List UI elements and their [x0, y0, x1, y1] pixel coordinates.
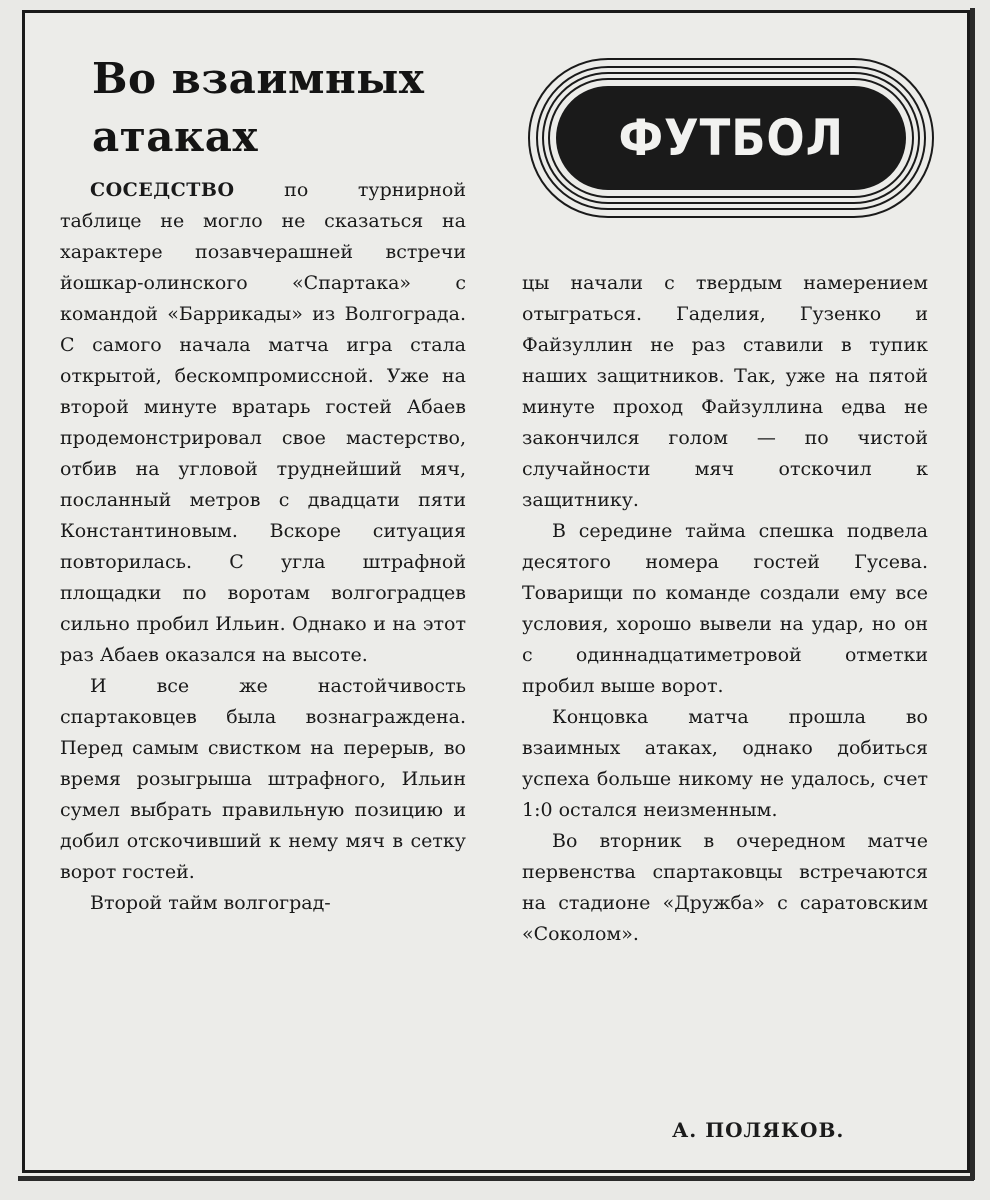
- left-column: [60, 175, 466, 919]
- frame-border-bottom: [18, 1176, 974, 1181]
- article-paragraph: Концовка матча прошла во взаимных атаках, однако добиться успеха больше никому не удалось, счет 1:0 остался неизменным.: [522, 706, 928, 821]
- article-paragraph: цы начали с твердым намерением отыграться. Гаделия, Гузенко и Файзуллин не раз ставили в тупик наших защитников. Так, уже на пятой минуте проход Файзуллина едва не закончился голом — по чистой случайности мяч отскочил к защитнику.: [522, 272, 928, 511]
- frame-border-right: [970, 8, 975, 1180]
- badge-label-plate: [556, 86, 906, 190]
- article-paragraph: Во вторник в очередном матче первенства спартаковцы встречаются на стадионе «Дружба» с саратовским «Соколом».: [522, 830, 928, 945]
- article-paragraph: В середине тайма спешка подвела десятого номера гостей Гусева. Товарищи по команде создали ему все условия, хорошо вывели на удар, но он с одиннадцатиметровой отметки пробил выше ворот.: [522, 520, 928, 697]
- article-paragraph: [60, 175, 466, 671]
- section-badge: [528, 58, 934, 218]
- right-column: [522, 268, 928, 950]
- article-paragraph: И все же настойчивость спартаковцев была вознаграждена. Перед самым свистком на перерыв, во время розыгрыша штрафного, Ильин сумел выбрать правильную позицию и добил отскочивший к нему мяч в сетку ворот гостей.: [60, 675, 466, 883]
- badge-label: ФУТБОЛ: [618, 109, 844, 167]
- article-paragraph: Второй тайм волгоград-: [90, 892, 331, 914]
- author-signature: А. ПОЛЯКОВ.: [672, 1118, 845, 1142]
- article-headline: Во взаимных атаках: [92, 54, 425, 161]
- lead-word: СОСЕДСТВО: [90, 179, 235, 201]
- paragraph-text: по турнирной таблице не могло не сказаться на характере позавчерашней встречи йошкар-олинского «Спартака» с командой «Баррикады» из Волгограда. С самого начала матча игра стала открытой, бескомпромиссной. Уже на второй минуте вратарь гостей Абаев продемонстрировал свое мастерство, отбив на угловой труднейший мяч, посланный метров с двадцати пяти Константиновым. Вскоре ситуация повторилась. С угла штрафной площадки по воротам волгоградцев сильно пробил Ильин. Однако и на этот раз Абаев оказался на высоте.: [60, 179, 466, 666]
